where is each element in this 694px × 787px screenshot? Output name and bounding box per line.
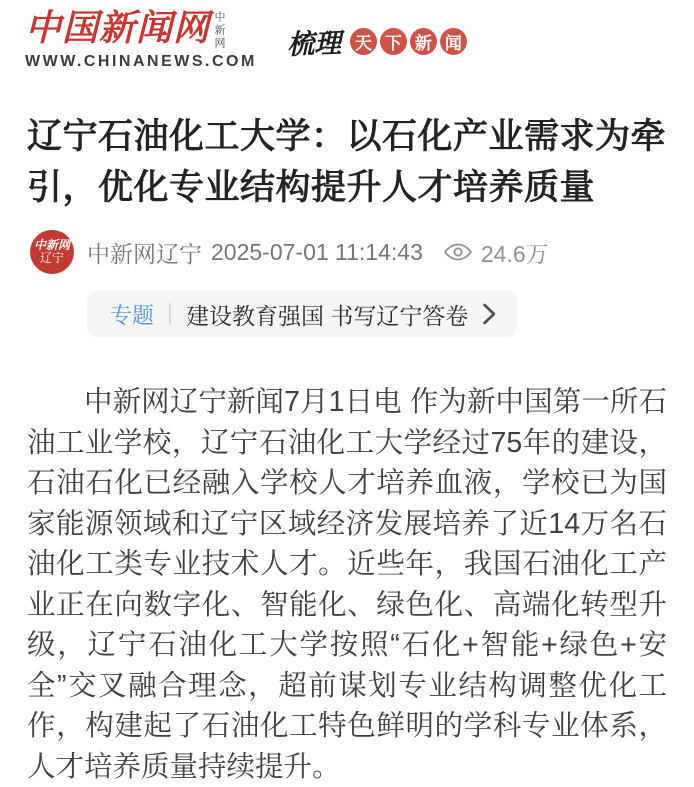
logo-calligraphy-text: 中国新闻网 [25, 7, 211, 49]
article [0, 111, 694, 787]
topic-label: 专题 [110, 302, 155, 328]
view-counter [443, 236, 549, 269]
eye-icon [443, 240, 473, 264]
topic-title: 建设教育强国 书写辽宁答卷 [186, 302, 469, 329]
logo-row [25, 8, 257, 51]
slogan-circle-char: 天 [350, 28, 377, 55]
article-body: 中新网辽宁新闻7月1日电 作为新中国第一所石油工业学校，辽宁石油化工大学经过75年的建设，石油石化已经融入学校人才培养血液，学校已为国家能源领域和辽宁区域经济发展培养了近14万名石油化工类专业技术人才。近些年，我国石油化工产业正在向数字化、智能化、绿色化、高端化转型升级，辽宁石油化工大学按照“石化+智能+绿色+安全”交叉融合理念，超前谋划专业结构调整优化工作，构建起了石油化工特色鲜明的学科专业体系，人才培养质量持续提升。 [27, 386, 667, 783]
logo-side-text: 中新网 [213, 11, 226, 50]
avatar-text-top: 中新网 [33, 238, 70, 252]
publish-time: 2025-07-01 11:14:43 [211, 238, 423, 265]
topic-link[interactable] [87, 291, 517, 337]
chevron-right-icon [482, 302, 497, 326]
slogan-prefix-text: 梳理 [286, 28, 342, 61]
site-logo[interactable] [25, 8, 257, 71]
article-title: 辽宁石油化工大学：以石化产业需求为牵引，优化专业结构提升人才培养质量 [27, 117, 667, 207]
byline [30, 230, 667, 274]
slogan-circle-char: 新 [410, 28, 437, 55]
avatar-text-bottom: 辽宁 [39, 251, 64, 265]
source-name[interactable]: 中新网辽宁 [87, 240, 202, 267]
view-count: 24.6万 [480, 240, 549, 267]
site-header [0, 0, 694, 71]
source-avatar[interactable] [30, 230, 74, 274]
logo-url-text: WWW.CHINANEWS.COM [25, 53, 257, 70]
slogan-circle-char: 下 [380, 28, 407, 55]
topic-divider [169, 303, 171, 325]
slogan-circle-char: 闻 [440, 28, 467, 55]
site-slogan [287, 22, 467, 61]
